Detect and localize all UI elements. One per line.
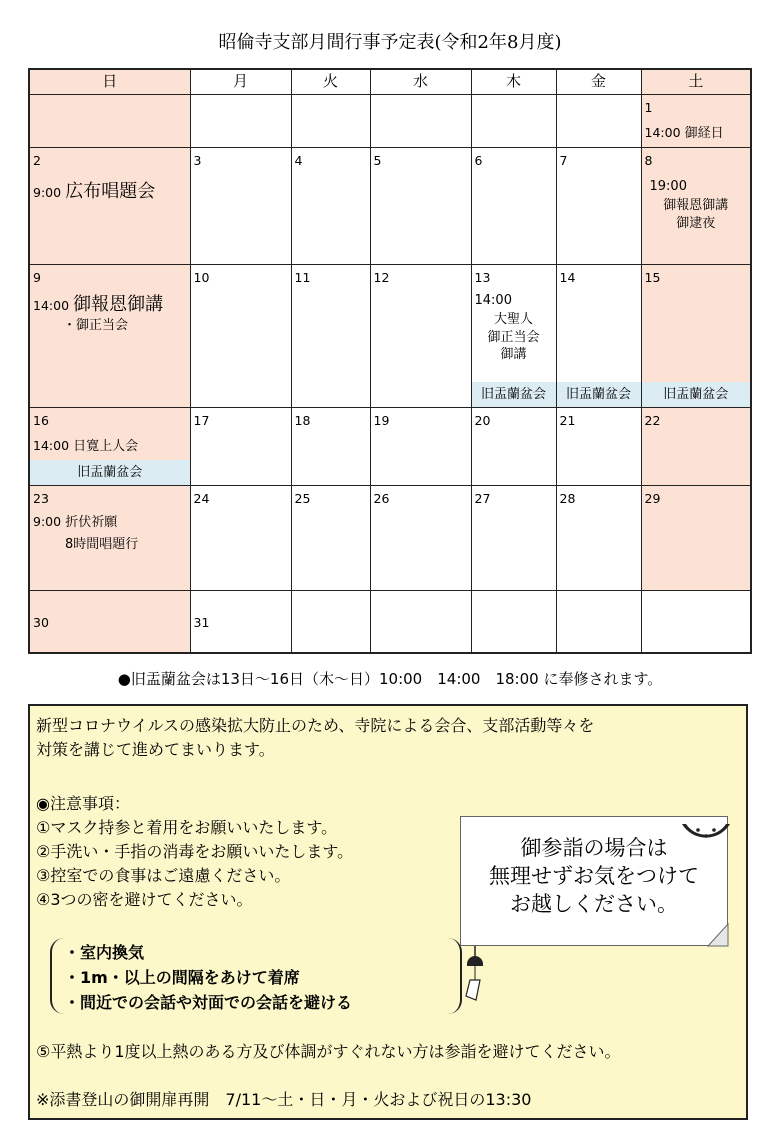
day-cell-27 <box>471 486 556 591</box>
obon-band: 旧盂蘭盆会 <box>30 460 190 485</box>
day-cell-30 <box>29 591 190 653</box>
day-number: 24 <box>193 491 210 506</box>
day-number: 14 <box>559 270 576 285</box>
day-cell-20 <box>471 408 556 486</box>
day-number: 21 <box>559 413 576 428</box>
day-number: 28 <box>559 491 576 506</box>
obon-band: 旧盂蘭盆会 <box>642 382 751 407</box>
day-number: 11 <box>294 270 311 285</box>
day-number: 4 <box>294 153 303 168</box>
event-d23: 9:00 折伏祈願 8時間唱題行 <box>33 514 139 552</box>
day-number: 23 <box>33 491 49 506</box>
day-number: 8 <box>644 153 653 168</box>
day-cell-14 <box>556 265 641 408</box>
calendar-table <box>28 68 752 654</box>
day-cell-10 <box>190 265 291 408</box>
day-cell-19 <box>370 408 471 486</box>
day-cell <box>471 591 556 653</box>
week-row-5 <box>29 486 751 591</box>
day-cell-22 <box>641 408 751 486</box>
day-number: 27 <box>474 491 491 506</box>
weekday-fri: 金 <box>556 69 641 95</box>
day-cell <box>556 95 641 148</box>
day-number: 30 <box>33 615 49 630</box>
bracket-item-3: ・間近での会話や対面での会話を避ける <box>64 993 353 1012</box>
day-number: 6 <box>474 153 483 168</box>
day-number: 5 <box>373 153 382 168</box>
caution-item-2: ②手洗い・手指の消毒をお願いいたします。 <box>36 842 354 861</box>
day-cell-24 <box>190 486 291 591</box>
weekday-tue: 火 <box>291 69 370 95</box>
week-row-2 <box>29 148 751 265</box>
day-cell-9 <box>29 265 190 408</box>
day-number: 7 <box>559 153 568 168</box>
day-cell-5 <box>370 148 471 265</box>
day-cell <box>471 95 556 148</box>
day-number: 1 <box>644 100 653 115</box>
day-cell-11 <box>291 265 370 408</box>
day-cell-4 <box>291 148 370 265</box>
caution-item-1: ①マスク持参と着用をお願いいたします。 <box>36 818 338 837</box>
weekday-thu: 木 <box>471 69 556 95</box>
day-number: 3 <box>193 153 202 168</box>
day-cell <box>291 591 370 653</box>
event-d13: 大聖人 御正当会 御講 <box>487 312 540 363</box>
day-number: 19 <box>373 413 390 428</box>
caution-item-5: ⑤平熱より1度以上熱のある方及び体調がすぐれない方は参詣を避けてください。 <box>36 1042 621 1061</box>
day-cell <box>370 591 471 653</box>
event-d8-time: 19:00 <box>649 179 687 194</box>
day-cell-28 <box>556 486 641 591</box>
event-d1: 14:00 御経日 <box>644 125 724 141</box>
day-number: 20 <box>474 413 491 428</box>
page-title: 昭倫寺支部月間行事予定表(令和2年8月度) <box>218 32 562 53</box>
day-number: 26 <box>373 491 390 506</box>
intro-line-2: 対策を講じて進めてまいります。 <box>36 740 275 759</box>
intro-line-1: 新型コロナウイルスの感染拡大防止のため、寺院による会合、支部活動等々を <box>36 716 595 735</box>
day-number: 18 <box>294 413 311 428</box>
day-cell-23 <box>29 486 190 591</box>
wind-chime-icon <box>460 946 490 1006</box>
day-cell-12 <box>370 265 471 408</box>
day-cell-2 <box>29 148 190 265</box>
day-cell-31 <box>190 591 291 653</box>
week-row-4 <box>29 408 751 486</box>
obon-notice: ●旧盂蘭盆会は13日～16日（木～日）10:00 14:00 18:00 に奉修されます。 <box>117 670 663 688</box>
day-cell-8 <box>641 148 751 265</box>
note-card <box>460 816 730 948</box>
event-d16: 14:00 日寛上人会 <box>33 438 139 454</box>
day-cell <box>641 591 751 653</box>
day-cell <box>190 95 291 148</box>
day-number: 15 <box>644 270 661 285</box>
weekday-sat: 土 <box>641 69 751 95</box>
day-cell-26 <box>370 486 471 591</box>
day-cell-18 <box>291 408 370 486</box>
weekday-mon: 月 <box>190 69 291 95</box>
day-cell-1 <box>641 95 751 148</box>
event-d2: 9:00 広布唱題会 <box>33 181 156 202</box>
day-cell-7 <box>556 148 641 265</box>
day-number: 22 <box>644 413 661 428</box>
event-d8: 御報恩御講 御逮夜 <box>663 198 729 231</box>
day-number: 29 <box>644 491 661 506</box>
guidance-box <box>28 704 748 1120</box>
day-cell <box>291 95 370 148</box>
weekday-sun: 日 <box>29 69 190 95</box>
caution-item-3: ③控室での食事はご遠慮ください。 <box>36 866 291 885</box>
bracket-item-2: ・1m・以上の間隔をあけて着席 <box>64 968 300 987</box>
day-cell-21 <box>556 408 641 486</box>
caution-heading: ◉注意事項： <box>36 794 130 813</box>
bracket-item-1: ・室内換気 <box>64 943 145 962</box>
event-d9: 14:00 御報恩御講 ・御正当会 <box>33 294 164 334</box>
day-cell-29 <box>641 486 751 591</box>
day-cell-3 <box>190 148 291 265</box>
day-cell <box>556 591 641 653</box>
note-text: 御参詣の場合は 無理せずお気をつけて お越しください。 <box>489 836 699 916</box>
event-d13-time: 14:00 <box>474 293 512 308</box>
obon-band: 旧盂蘭盆会 <box>557 382 641 407</box>
week-row-3 <box>29 265 751 408</box>
day-cell-13 <box>471 265 556 408</box>
week-row-6 <box>29 591 751 653</box>
day-number: 10 <box>193 270 210 285</box>
day-cell-15 <box>641 265 751 408</box>
day-number: 17 <box>193 413 210 428</box>
day-number: 12 <box>373 270 390 285</box>
day-cell <box>29 95 190 148</box>
day-cell-16 <box>29 408 190 486</box>
day-number: 16 <box>33 413 49 428</box>
day-number: 31 <box>193 615 210 630</box>
day-cell-17 <box>190 408 291 486</box>
footer-note: ※添書登山の御開扉再開 7/11～土・日・月・火および祝日の13:30 <box>36 1090 532 1109</box>
week-row-1 <box>29 95 751 148</box>
day-cell-6 <box>471 148 556 265</box>
caution-item-4: ④3つの密を避けてください。 <box>36 890 253 909</box>
day-cell <box>370 95 471 148</box>
day-number: 9 <box>33 270 41 285</box>
obon-band: 旧盂蘭盆会 <box>472 382 556 407</box>
day-cell-25 <box>291 486 370 591</box>
weekday-wed: 水 <box>370 69 471 95</box>
weekday-header-row <box>29 69 751 95</box>
day-number: 13 <box>474 270 491 285</box>
day-number: 25 <box>294 491 311 506</box>
day-number: 2 <box>33 153 41 168</box>
